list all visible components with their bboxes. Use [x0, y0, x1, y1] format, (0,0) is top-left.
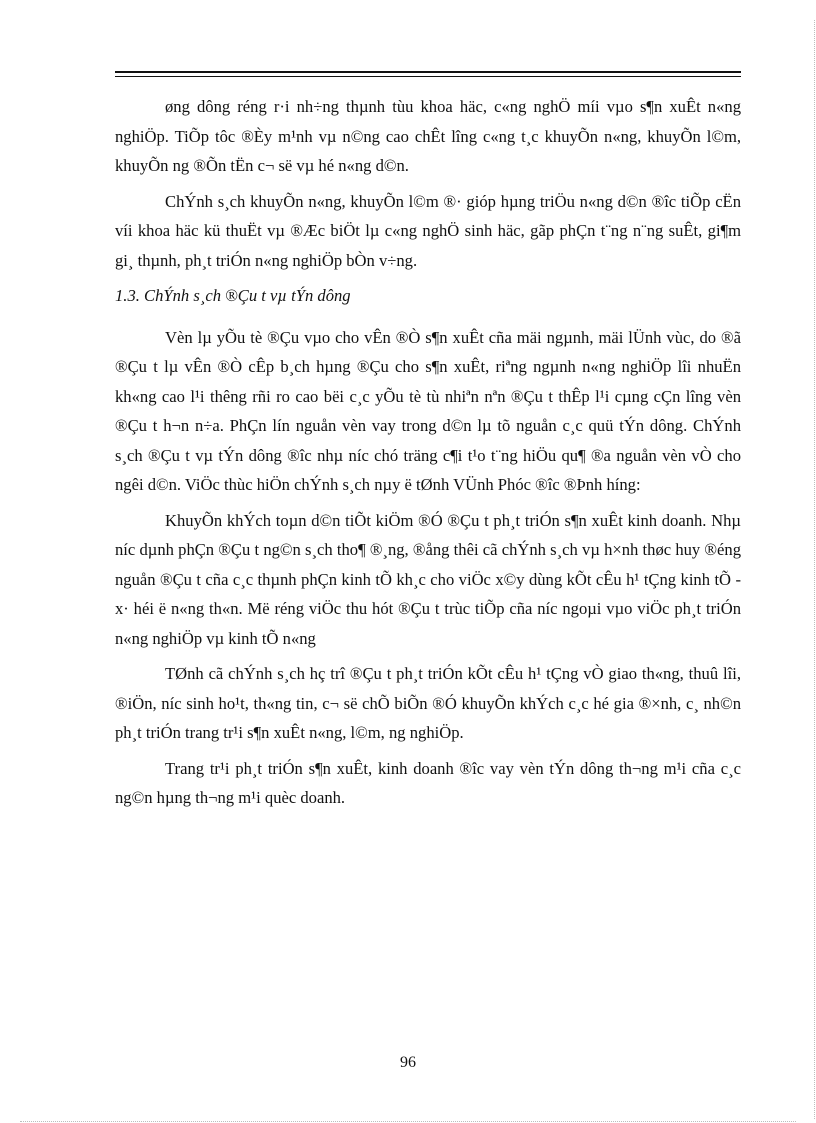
page-right-border	[814, 20, 815, 1119]
paragraph-4: KhuyÕn khÝch toµn d©n tiÕt kiÖm ®Ó ®Çu t ph¸t triÓn s¶n xuÊt kinh doanh. Nhµ níc dµnh phÇn ®Çu t ng©n s¸ch tho¶ ®¸ng, ®ång thêi cã chÝnh s¸ch vµ h×nh thøc huy ®éng nguån ®Çu t cña c¸c thµnh phÇn kinh tÕ kh¸c cho viÖc x©y dùng kÕt cÊu h¹ tÇng kinh tÕ - x· héi ë n«ng th«n. Më réng viÖc thu hót ®Çu t trùc tiÕp cña níc ngoµi vµo viÖc ph¸t triÓn n«ng nghiÖp vµ kinh tÕ n«ng	[115, 510, 741, 648]
paragraph-6: Trang tr¹i ph¸t triÓn s¶n xuÊt, kinh doanh ®îc vay vèn tÝn dông th¬ng m¹i cña c¸c ng©n hµng th¬ng m¹i quèc doanh.	[115, 758, 741, 807]
header-rule-thin	[115, 76, 741, 77]
page-number: 96	[400, 1054, 416, 1071]
section-heading: 1.3. ChÝnh s¸ch ®Çu t vµ tÝn dông	[115, 286, 351, 305]
header-rule-thick	[115, 71, 741, 73]
page-bottom-border	[20, 1121, 796, 1122]
paragraph-2: ChÝnh s¸ch khuyÕn n«ng, khuyÕn l©m ®· gióp hµng triÖu n«ng d©n ®îc tiÕp cËn víi khoa häc kü thuËt vµ ®Æc biÖt lµ c«ng nghÖ sinh häc, gãp phÇn t¨ng n¨ng suÊt, gi¶m gi¸ thµnh, ph¸t triÓn n«ng nghiÖp bÒn v÷ng.	[115, 191, 741, 270]
body-text	[115, 92, 741, 819]
paragraph-3: Vèn lµ yÕu tè ®Çu vµo cho vÊn ®Ò s¶n xuÊt cña mäi ngµnh, mäi lÜnh vùc, do ®ã ®Çu t lµ vÊn ®Ò cÊp b¸ch hµng ®Çu cho s¶n xuÊt, riªng ngµnh n«ng nghiÖp lîi nhuËn kh«ng cao l¹i thêng rñi ro cao bëi c¸c yÕu tè tù nhiªn nªn ®Çu t thÊp l¹i cµng cÇn lîng vèn ®Çu t h¬n n÷a. PhÇn lín nguån vèn vay trong d©n lµ tõ nguån c¸c quü tÝn dông. ChÝnh s¸ch ®Çu t vµ tÝn dông ®îc nhµ níc chó träng c¶i t¹o t¨ng hiÖu qu¶ ®a nguån vèn vÒ cho ngêi d©n. ViÖc thùc hiÖn chÝnh s¸ch nµy ë tØnh VÜnh Phóc ®îc ®Þnh híng:	[115, 327, 741, 494]
paragraph-5: TØnh cã chÝnh s¸ch hç trî ®Çu t ph¸t triÓn kÕt cÊu h¹ tÇng vÒ giao th«ng, thuû lîi, ®iÖn, níc sinh ho¹t, th«ng tin, c¬ së chÕ biÕn ®Ó khuyÕn khÝch c¸c hé gia ®×nh, c¸ nh©n ph¸t triÓn trang tr¹i s¶n xuÊt n«ng, l©m, ng nghiÖp.	[115, 664, 741, 742]
paragraph-1: øng dông réng r·i nh÷ng thµnh tùu khoa häc, c«ng nghÖ míi vµo s¶n xuÊt n«ng nghiÖp. TiÕp tôc ®Èy m¹nh vµ n©ng cao chÊt lîng c«ng t¸c khuyÕn n«ng, khuyÕn l©m, khuyÕn ng ®Õn tËn c¬ së vµ hé n«ng d©n.	[115, 97, 741, 175]
